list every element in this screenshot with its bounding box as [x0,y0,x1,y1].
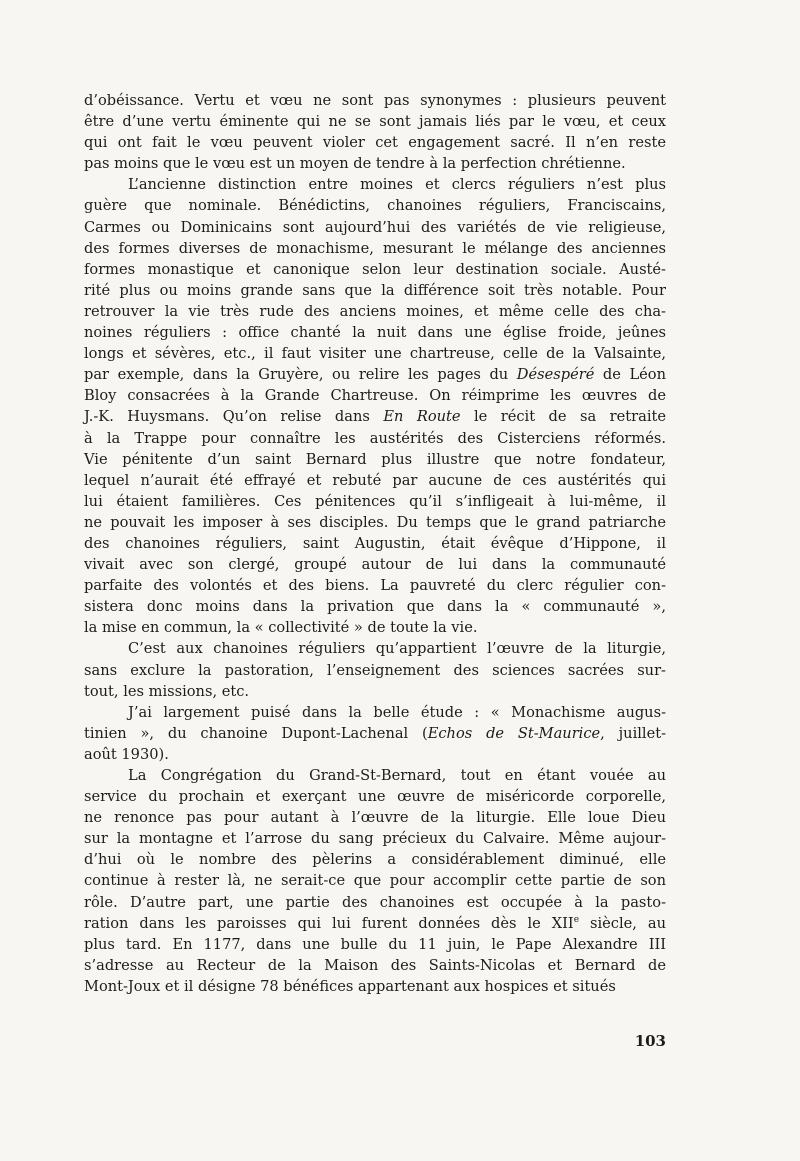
paragraph [84,638,666,701]
text-line: ration dans les paroisses qui lui furent données dès le XIIe siècle, au [84,914,666,932]
text-line: des chanoines réguliers, saint Augustin, était évêque d’Hippone, il [84,534,666,552]
text-line: retrouver la vie très rude des anciens moines, et même celle des cha- [84,302,666,320]
text-line: guère que nominale. Bénédictins, chanoines réguliers, Franciscains, [84,197,666,215]
text-line: sans exclure la pastoration, l’enseignement des sciences sacrées sur- [84,661,666,679]
text-line: Carmes ou Dominicains sont aujourd’hui des variétés de vie religieuse, [84,218,666,236]
text-line: tout, les missions, etc. [84,682,250,700]
text-line: être d’une vertu éminente qui ne se sont jamais liés par le vœu, et ceux [84,113,666,131]
text-line: La Congrégation du Grand-St-Bernard, tout en étant vouée au [128,767,666,784]
text-line: rité plus ou moins grande sans que la différence soit très notable. Pour [84,281,666,299]
text-line: lequel n’aurait été effrayé et rebuté par aucune de ces austérités qui [84,471,666,489]
text-line: qui ont fait le vœu peuvent violer cet engagement sacré. Il n’en reste [84,134,666,152]
text-line: continue à rester là, ne serait-ce que pour accomplir cette partie de son [84,872,666,890]
text-line: tinien », du chanoine Dupont-Lachenal (Echos de St-Maurice, juillet- [84,724,666,742]
paragraph [84,765,666,997]
text-line: par exemple, dans la Gruyère, ou relire les pages du Désespéré de Léon [84,366,666,384]
text-line: plus tard. En 1177, dans une bulle du 11 juin, le Pape Alexandre III [84,935,666,953]
text-line: J.-K. Huysmans. Qu’on relise dans En Route le récit de sa retraite [84,408,666,426]
text-line: ne renonce pas pour autant à l’œuvre de la liturgie. Elle loue Dieu [84,809,666,827]
paragraph [84,90,666,174]
text-line: Bloy consacrées à la Grande Chartreuse. On réimprime les œuvres de [84,387,666,405]
paragraph [84,702,666,765]
body-text [84,90,666,997]
text-line: sur la montagne et l’arrose du sang précieux du Calvaire. Même aujour- [84,830,666,848]
text-line: Vie pénitente d’un saint Bernard plus illustre que notre fondateur, [84,450,666,468]
text-line: des formes diverses de monachisme, mesurant le mélange des anciennes [84,239,666,257]
text-line: sistera donc moins dans la privation que dans la « communauté », [84,598,666,616]
text-line: d’hui où le nombre des pèlerins a considérablement diminué, elle [84,851,666,869]
text-line: noines réguliers : office chanté la nuit dans une église froide, jeûnes [84,324,666,342]
text-line: s’adresse au Recteur de la Maison des Saints-Nicolas et Bernard de [84,956,666,974]
text-line: service du prochain et exerçant une œuvre de miséricorde corporelle, [84,788,666,806]
paragraph [84,174,666,638]
text-line: vivait avec son clergé, groupé autour de lui dans la communauté [84,556,666,574]
text-line: lui étaient familières. Ces pénitences qu’il s’infligeait à lui-même, il [84,492,666,510]
text-line: la mise en commun, la « collectivité » de toute la vie. [84,619,478,637]
text-line: parfaite des volontés et des biens. La pauvreté du clerc régulier con- [84,577,666,595]
text-line: rôle. D’autre part, une partie des chanoines est occupée à la pasto- [84,893,666,911]
text-line: longs et sévères, etc., il faut visiter une chartreuse, celle de la Valsainte, [84,345,666,363]
text-line: C’est aux chanoines réguliers qu’appartient l’œuvre de la liturgie, [128,640,666,658]
text-line: Mont-Joux et il désigne 78 bénéfices appartenant aux hospices et situés [84,977,616,995]
text-line: pas moins que le vœu est un moyen de tendre à la perfection chrétienne. [84,155,626,173]
text-line: ne pouvait les imposer à ses disciples. Du temps que le grand patriarche [84,513,666,531]
text-line: L’ancienne distinction entre moines et clercs réguliers n’est plus [128,176,666,194]
text-line: août 1930). [84,745,169,763]
text-line: J’ai largement puisé dans la belle étude : « Monachisme augus- [128,703,666,721]
text-line: à la Trappe pour connaître les austérités des Cisterciens réformés. [84,429,666,447]
text-line: formes monastique et canonique selon leur destination sociale. Austé- [84,260,666,278]
page-number: 103 [634,1032,666,1050]
text-line: d’obéissance. Vertu et vœu ne sont pas synonymes : plusieurs peuvent [84,92,666,109]
